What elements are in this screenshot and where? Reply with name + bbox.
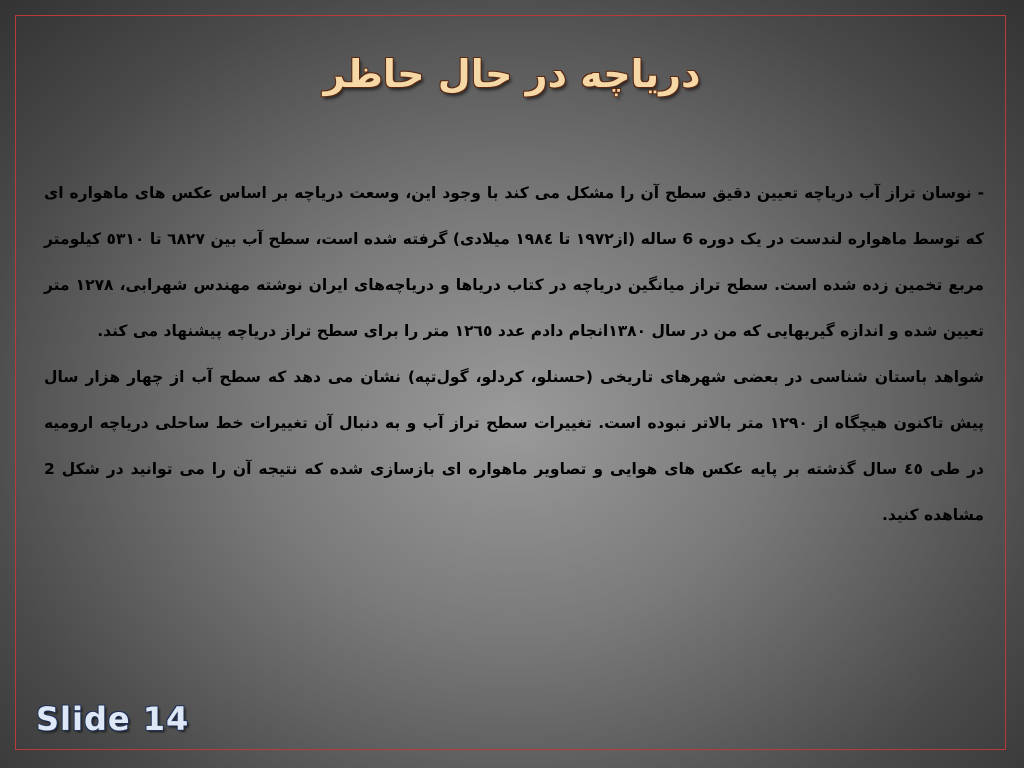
paragraph-archaeological-evidence: شواهد باستان شناسی در بعضی شهرهای تاریخی (حسنلو، کردلو، گول‌تپه) نشان می دهد که سطح آب از چهار هزار سال پیش تاکنون هیچگاه از ۱۲۹۰ متر بالاتر نبوده است. تغییرات سطح تراز آب و به دنبال آن تغییرات خط ساحلی دریاچه ارومیه در طی ٤٥ سال گذشته بر پایه عکس های هوایی و تصاویر ماهواره ای بازسازی شده که نتیجه آن را می توانید در شکل 2 مشاهده کنید. xyxy=(44,368,984,524)
slide-title: دریاچه در حال حاظر xyxy=(323,52,701,96)
slide-body xyxy=(44,170,984,538)
slide-number-label: Slide 14 xyxy=(36,700,190,738)
paragraph-lake-level: - نوسان تراز آب دریاچه تعیین دقیق سطح آن را مشکل می کند با وجود این، وسعت دریاچه بر اساس عکس های ماهواره ای که توسط ماهواره لندست در یک دوره 6 ساله (از۱۹۷۲ تا ۱۹۸٤ میلادی) گرفته شده است، سطح آب بین ٦٨٢٧ تا ٥٣١٠ کیلومتر مربع تخمین زده شده است. سطح تراز میانگین دریاچه در کتاب دریاها و دریاچه‌های ایران نوشته مهندس شهرابی، ۱۲۷۸ متر تعیین شده و اندازه گیریهایی که من در سال ۱۳۸۰انجام دادم عدد ۱۲٦٥ متر را برای سطح تراز دریاچه پیشنهاد می کند. xyxy=(44,184,984,340)
